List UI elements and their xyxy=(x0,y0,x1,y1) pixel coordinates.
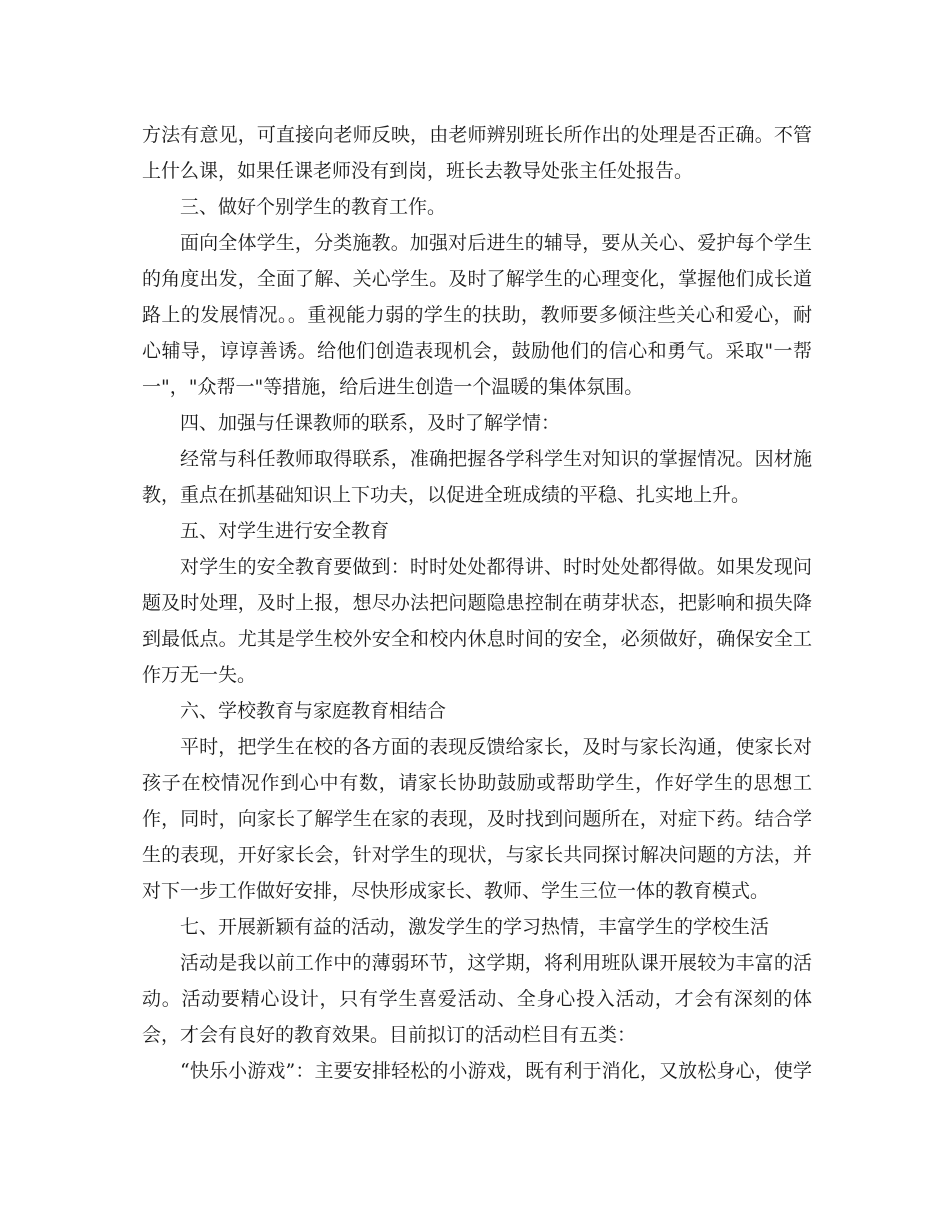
body-text-line: 作，同时，向家长了解学生在家的表现，及时找到问题所在，对症下药。结合学 xyxy=(142,808,812,830)
body-text-line: 会，才会有良好的教育效果。目前拟订的活动栏目有五类： xyxy=(142,1024,637,1046)
section-heading: 七、开展新颖有益的活动，激发学生的学习热情，丰富学生的学校生活 xyxy=(180,916,770,938)
section-heading: 六、学校教育与家庭教育相结合 xyxy=(180,700,447,722)
body-text-line: 的角度出发，全面了解、关心学生。及时了解学生的心理变化，掌握他们成长道 xyxy=(142,268,812,290)
body-text-line: 上什么课，如果任课老师没有到岗，班长去教导处张主任处报告。 xyxy=(142,160,694,182)
section-heading: 五、对学生进行安全教育 xyxy=(180,520,390,542)
body-text-line: 心辅导，谆谆善诱。给他们创造表现机会，鼓励他们的信心和勇气。采取"一帮 xyxy=(142,340,812,362)
section-heading: 三、做好个别学生的教育工作。 xyxy=(180,196,447,218)
body-text-line: 活动是我以前工作中的薄弱环节，这学期，将利用班队课开展较为丰富的活 xyxy=(180,952,812,974)
body-text-line: 平时，把学生在校的各方面的表现反馈给家长，及时与家长沟通，使家长对 xyxy=(180,736,812,758)
body-text-line: 到最低点。尤其是学生校外安全和校内休息时间的安全，必须做好，确保安全工 xyxy=(142,628,812,650)
body-text-line: 生的表现，开好家长会，针对学生的现状，与家长共同探讨解决问题的方法，并 xyxy=(142,844,812,866)
body-text-line: 动。活动要精心设计，只有学生喜爱活动、全身心投入活动，才会有深刻的体 xyxy=(142,988,812,1010)
body-text-line: 经常与科任教师取得联系，准确把握各学科学生对知识的掌握情况。因材施 xyxy=(180,448,812,470)
body-text-line: 孩子在校情况作到心中有数，请家长协助鼓励或帮助学生，作好学生的思想工 xyxy=(142,772,812,794)
body-text-line: “快乐小游戏”：主要安排轻松的小游戏，既有利于消化，又放松身心，使学 xyxy=(180,1060,812,1082)
body-text-line: 题及时处理，及时上报，想尽办法把问题隐患控制在萌芽状态，把影响和损失降 xyxy=(142,592,812,614)
body-text-line: 教，重点在抓基础知识上下功夫，以促进全班成绩的平稳、扎实地上升。 xyxy=(142,484,751,506)
section-heading: 四、加强与任课教师的联系，及时了解学情： xyxy=(180,412,561,434)
body-text-line: 路上的发展情况。。重视能力弱的学生的扶助，教师要多倾注些关心和爱心，耐 xyxy=(142,304,812,326)
body-text-line: 对下一步工作做好安排，尽快形成家长、教师、学生三位一体的教育模式。 xyxy=(142,880,770,902)
body-text-line: 方法有意见，可直接向老师反映，由老师辨别班长所作出的处理是否正确。不管 xyxy=(142,124,812,146)
body-text-line: 对学生的安全教育要做到：时时处处都得讲、时时处处都得做。如果发现问 xyxy=(180,556,812,578)
body-text-line: 面向全体学生，分类施教。加强对后进生的辅导，要从关心、爱护每个学生 xyxy=(180,232,812,254)
body-text-line: 一"，"众帮一"等措施，给后进生创造一个温暖的集体氛围。 xyxy=(142,376,644,398)
body-text-line: 作万无一失。 xyxy=(142,664,257,686)
